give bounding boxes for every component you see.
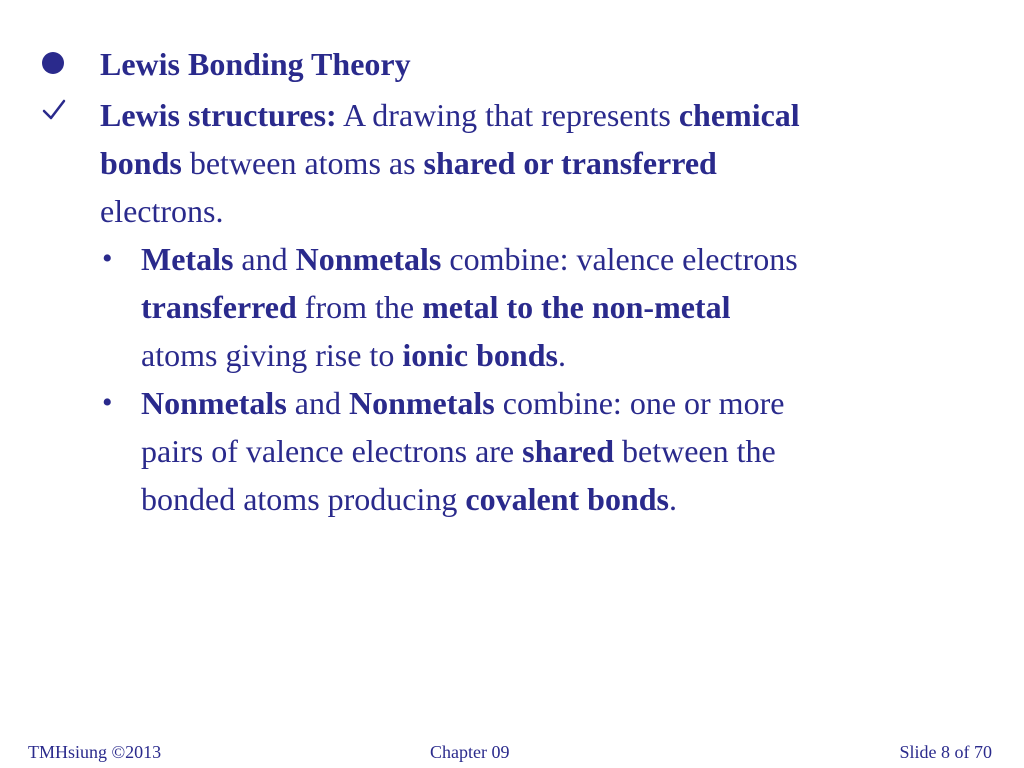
bullet1-period: . (557, 337, 566, 373)
bullet2-text: and (286, 385, 349, 421)
bullet2-text: between the (614, 433, 776, 469)
definition-line-2 (100, 144, 717, 182)
bullet2-period: . (668, 481, 677, 517)
bullet1-bold-transferred: transferred (141, 289, 297, 325)
bullet2-text: pairs of valence electrons are (141, 433, 523, 469)
definition-bold-2: bonds (100, 145, 182, 181)
bullet1-line-2 (141, 288, 730, 326)
bullet2-text: combine: one or more (494, 385, 785, 421)
sub-bullet-marker: • (102, 242, 113, 275)
bullet1-text: atoms giving rise to (141, 337, 403, 373)
bullet1-bold-metal-to-nonmetal: metal to the non-metal (422, 289, 731, 325)
bullet2-bold-nonmetals: Nonmetals (141, 385, 287, 421)
bullet2-bold-covalent-bonds: covalent bonds (465, 481, 669, 517)
bullet1-bold-metals: Metals (141, 241, 234, 277)
bullet1-line-3 (141, 336, 566, 374)
footer-chapter: Chapter 09 (430, 742, 510, 762)
footer-author: TMHsiung ©2013 (28, 742, 162, 762)
bullet2-bold-shared: shared (522, 433, 614, 469)
title-text: Lewis Bonding Theory (100, 46, 411, 82)
bullet2-line-2 (141, 432, 776, 470)
definition-text-1: A drawing that represents (336, 97, 679, 133)
definition-bold-3: shared or transferred (423, 145, 717, 181)
bullet2-line-3 (141, 480, 677, 518)
check-mark-icon (40, 96, 68, 124)
definition-bold-1: chemical (678, 97, 800, 133)
bullet2-text: bonded atoms producing (141, 481, 466, 517)
filled-circle-bullet-icon (42, 52, 64, 74)
definition-text-3: electrons. (100, 193, 224, 229)
footer-slide-number: Slide 8 of 70 (899, 742, 992, 762)
bullet1-line-1 (141, 240, 798, 278)
bullet1-text: and (233, 241, 296, 277)
bullet1-bold-ionic-bonds: ionic bonds (402, 337, 558, 373)
bullet1-text: from the (296, 289, 423, 325)
definition-text-2: between atoms as (181, 145, 424, 181)
definition-term: Lewis structures: (100, 97, 337, 133)
bullet1-bold-nonmetals: Nonmetals (295, 241, 442, 277)
definition-line-3 (100, 192, 224, 230)
bullet2-bold-nonmetals: Nonmetals (348, 385, 495, 421)
bullet1-text: combine: valence electrons (441, 241, 798, 277)
definition-line-1 (100, 96, 800, 134)
slide-title (100, 45, 411, 83)
bullet2-line-1 (141, 384, 784, 422)
sub-bullet-marker: • (102, 386, 113, 419)
